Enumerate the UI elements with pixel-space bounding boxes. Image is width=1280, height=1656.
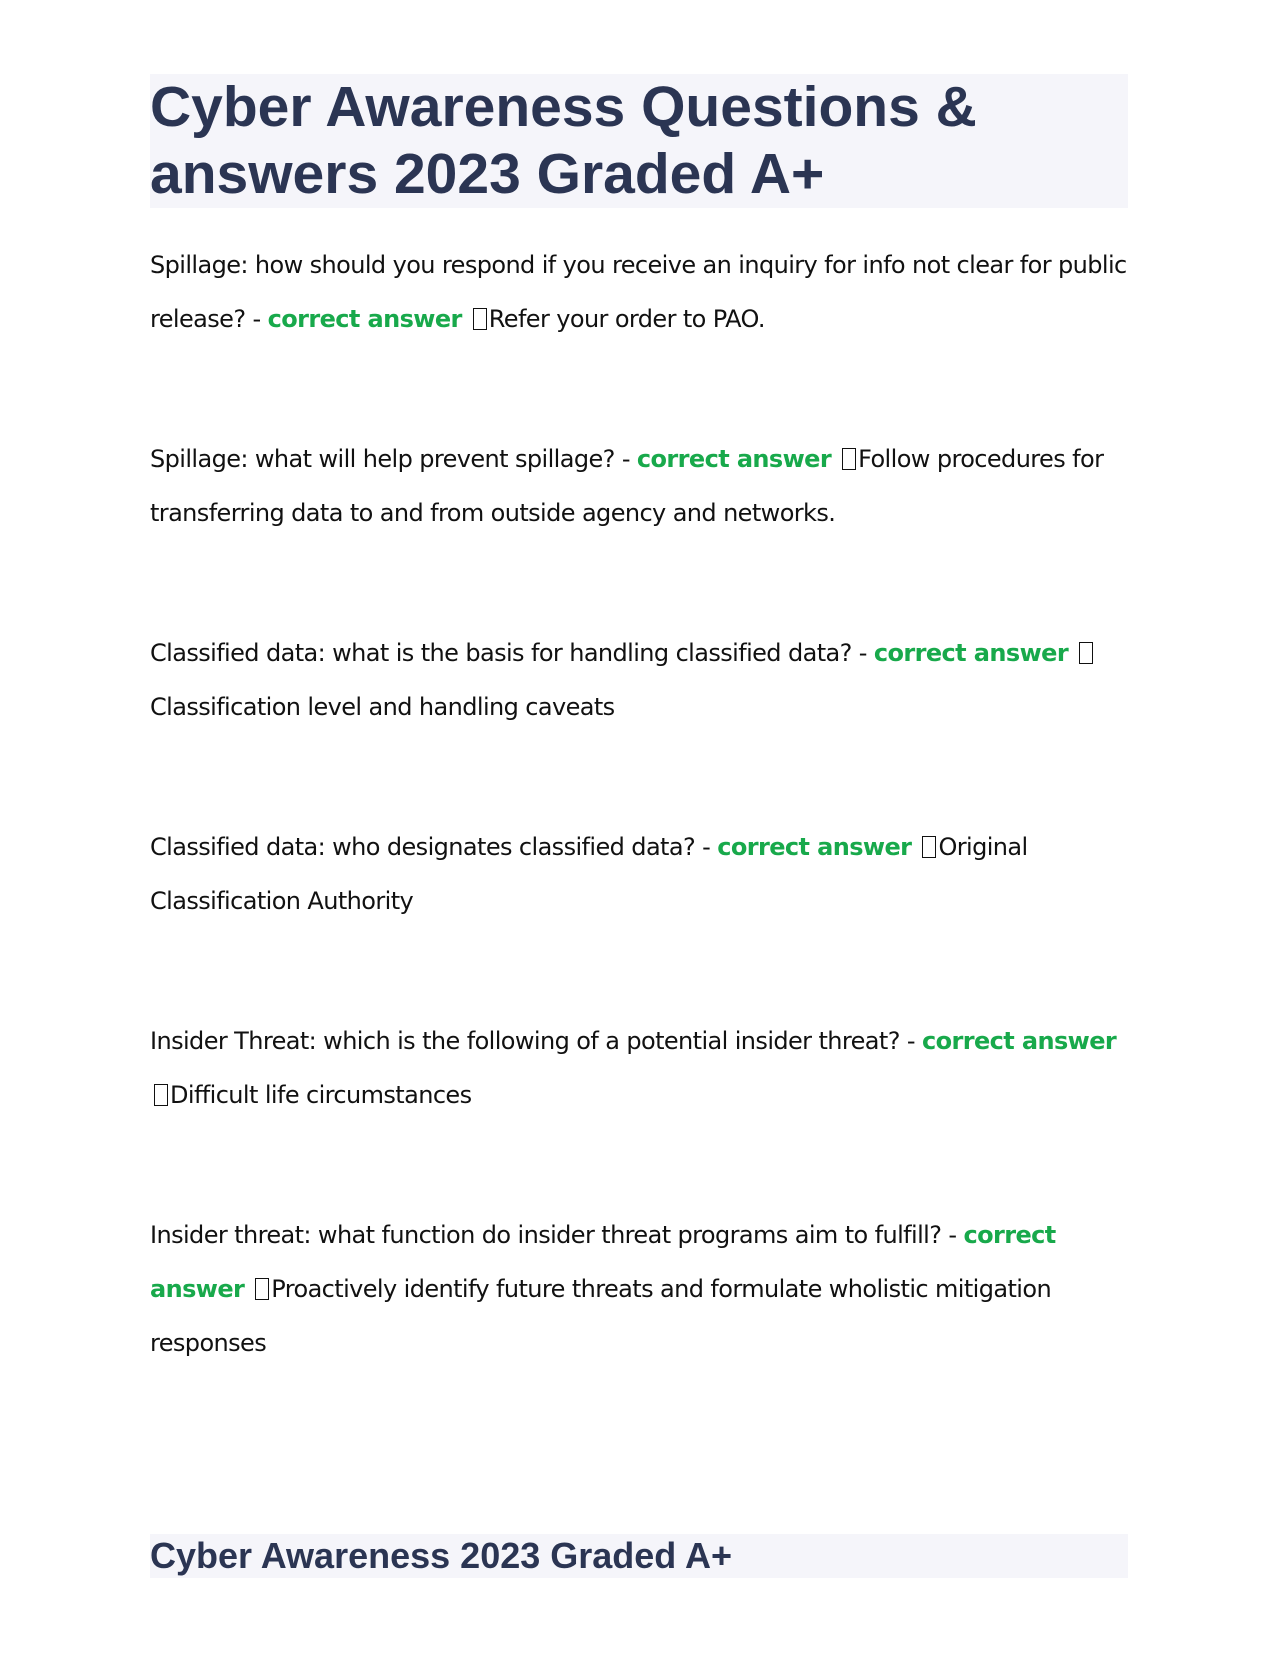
qa-list bbox=[150, 238, 1128, 1370]
question-text: Insider threat: what function do insider threat programs aim to fulfill? - bbox=[150, 1221, 964, 1249]
question-text: Spillage: how should you respond if you receive an inquiry for info not clear for public release? - bbox=[150, 251, 1127, 333]
qa-item bbox=[150, 432, 1128, 540]
answer-text: Refer your order to PAO. bbox=[488, 305, 765, 333]
question-text: Spillage: what will help prevent spillage? - bbox=[150, 445, 637, 473]
question-text: Classified data: who designates classified data? - bbox=[150, 833, 718, 861]
missing-glyph-icon bbox=[842, 448, 856, 470]
qa-item bbox=[150, 626, 1128, 734]
missing-glyph-icon bbox=[154, 1084, 168, 1106]
missing-glyph-icon bbox=[1079, 642, 1093, 664]
correct-answer-label: correct answer bbox=[150, 1221, 1056, 1303]
qa-item bbox=[150, 820, 1128, 928]
question-text: Classified data: what is the basis for handling classified data? - bbox=[150, 639, 874, 667]
section-heading: Cyber Awareness 2023 Graded A+ bbox=[150, 1534, 1128, 1578]
correct-answer-label: correct answer bbox=[267, 305, 462, 333]
missing-glyph-icon bbox=[473, 308, 487, 330]
document-title: Cyber Awareness Questions & answers 2023 Graded A+ bbox=[150, 74, 1128, 208]
qa-item bbox=[150, 238, 1128, 346]
qa-item bbox=[150, 1208, 1128, 1370]
missing-glyph-icon bbox=[255, 1278, 269, 1300]
qa-item bbox=[150, 1014, 1128, 1122]
correct-answer-label: correct answer bbox=[921, 1027, 1117, 1055]
missing-glyph-icon bbox=[922, 836, 936, 858]
document-page bbox=[150, 74, 1128, 1456]
correct-answer-label: correct answer bbox=[873, 639, 1069, 667]
correct-answer-label: correct answer bbox=[717, 833, 912, 861]
answer-text: Follow procedures for transferring data to and from outside agency and networks. bbox=[150, 445, 1104, 527]
correct-answer-label: correct answer bbox=[636, 445, 832, 473]
answer-text: Proactively identify future threats and formulate wholistic mitigation responses bbox=[150, 1275, 1052, 1357]
answer-text: Difficult life circumstances bbox=[170, 1081, 472, 1109]
answer-text: Classification level and handling caveats bbox=[150, 693, 615, 721]
question-text: Insider Threat: which is the following of a potential insider threat? - bbox=[150, 1027, 922, 1055]
answer-text: Original Classification Authority bbox=[150, 833, 1028, 915]
